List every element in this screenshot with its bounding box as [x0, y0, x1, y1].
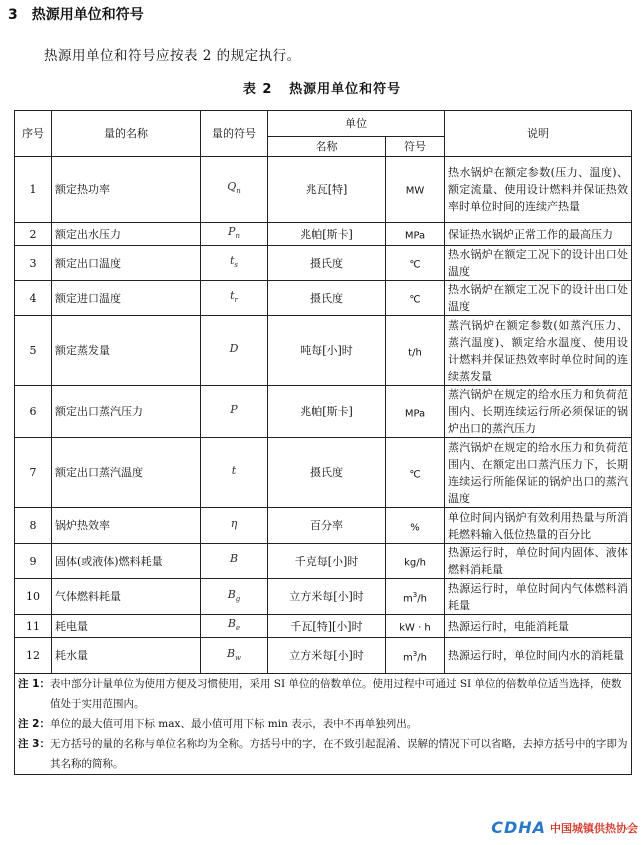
symbol-base: Q: [227, 180, 237, 194]
quantity-symbol: [201, 386, 268, 438]
row-no: 8: [15, 508, 52, 544]
row-no: 9: [15, 544, 52, 579]
table-row: [15, 438, 632, 508]
note-label: 注 2：: [18, 718, 50, 731]
watermark-text: 中国城镇供热协会: [550, 821, 638, 835]
table-row: [15, 281, 632, 316]
quantity-name: 额定出水压力: [52, 223, 201, 246]
symbol-subscript: s: [234, 261, 238, 270]
symbol-base: P: [228, 225, 236, 238]
symbol-base: t: [231, 463, 237, 477]
quantity-symbol: [201, 246, 268, 281]
units-table: [14, 110, 632, 775]
section-title: 热源用单位和符号: [31, 7, 144, 23]
quantity-name: 耗水量: [52, 638, 201, 674]
description: 蒸汽锅炉在规定的给水压力和负荷范围内、在额定出口蒸汽压力下，长期连续运行所能保证的锅炉出口的蒸汽温度: [445, 438, 632, 508]
unit-symbol-base: kW · h: [399, 622, 431, 634]
header-unit-symbol: 符号: [386, 137, 445, 157]
table-caption: [0, 78, 644, 97]
quantity-symbol: [201, 579, 268, 615]
table-row: [15, 508, 632, 544]
row-no: 4: [15, 281, 52, 316]
description: 热源运行时，电能消耗量: [445, 615, 632, 638]
header-symbol: 量的符号: [201, 111, 268, 157]
unit-symbol: [386, 508, 445, 544]
symbol-subscript: r: [234, 296, 238, 305]
symbol-base: P: [230, 402, 238, 416]
unit-symbol-suffix: /h: [417, 652, 427, 664]
note-label: 注 3：: [18, 738, 50, 751]
row-no: 6: [15, 386, 52, 438]
unit-name: 立方米每[小]时: [268, 579, 386, 615]
symbol-base: t: [229, 254, 235, 268]
table-row: [15, 223, 632, 246]
quantity-symbol: [201, 157, 268, 223]
unit-symbol: [386, 246, 445, 281]
quantity-name: 额定出口蒸汽温度: [52, 438, 201, 508]
row-no: 11: [15, 615, 52, 638]
unit-name: 兆瓦[特]: [268, 157, 386, 223]
table-row: [15, 615, 632, 638]
unit-symbol-base: kg/h: [404, 557, 426, 569]
unit-symbol: [386, 638, 445, 674]
note-label: 注 1：: [18, 678, 50, 691]
unit-symbol-base: m: [403, 592, 413, 604]
quantity-symbol: [201, 223, 268, 246]
row-no: 10: [15, 579, 52, 615]
quantity-name: 固体(或液体)燃料耗量: [52, 544, 201, 579]
unit-name: 摄氏度: [268, 281, 386, 316]
unit-symbol-base: ℃: [409, 468, 421, 480]
header-unit: 单位: [268, 111, 445, 137]
table-caption-label: 表 2: [242, 82, 273, 97]
description: 热源运行时，单位时间内水的消耗量: [445, 638, 632, 674]
unit-symbol-base: MW: [405, 185, 425, 197]
table-notes: [15, 674, 632, 775]
unit-symbol-superscript: 3: [412, 649, 418, 658]
symbol-subscript: n: [236, 187, 241, 196]
unit-name: 吨每[小]时: [268, 316, 386, 386]
unit-symbol-base: ℃: [409, 259, 421, 271]
unit-name: 摄氏度: [268, 246, 386, 281]
row-no: 1: [15, 157, 52, 223]
unit-name: 兆帕[斯卡]: [268, 223, 386, 246]
description: 热水锅炉在额定工况下的设计出口处温度: [445, 246, 632, 281]
unit-symbol-base: m: [403, 652, 413, 664]
unit-symbol: [386, 157, 445, 223]
unit-symbol: [386, 579, 445, 615]
quantity-name: 耗电量: [52, 615, 201, 638]
table-row: [15, 386, 632, 438]
header-name: 量的名称: [52, 111, 201, 157]
note-2: [18, 714, 628, 734]
unit-symbol-base: %: [410, 521, 420, 533]
unit-symbol: [386, 223, 445, 246]
unit-name: 千瓦[特][小]时: [268, 615, 386, 638]
unit-symbol: [386, 615, 445, 638]
watermark-logo: CDHA: [491, 818, 546, 837]
row-no: 5: [15, 316, 52, 386]
note-text: 无方括号的量的名称与单位名称均为全称。方括号中的字，在不致引起混淆、误解的情况下可以省略，去掉方括号中的字即为其名称的简称。: [49, 738, 628, 771]
symbol-base: B: [227, 587, 236, 601]
quantity-name: 额定热功率: [52, 157, 201, 223]
header-description: 说明: [445, 111, 632, 157]
description: 保证热水锅炉正常工作的最高压力: [445, 223, 632, 246]
quantity-name: 气体燃料耗量: [52, 579, 201, 615]
note-text: 单位的最大值可用下标 max、最小值可用下标 min 表示，表中不再单独列出。: [49, 718, 418, 731]
quantity-symbol: [201, 438, 268, 508]
unit-name: 百分率: [268, 508, 386, 544]
unit-symbol: [386, 386, 445, 438]
description: 热源运行时，单位时间内固体、液体燃料消耗量: [445, 544, 632, 579]
intro-paragraph: 热源用单位和符号应按表 2 的规定执行。: [44, 48, 301, 64]
symbol-subscript: w: [235, 653, 242, 662]
row-no: 3: [15, 246, 52, 281]
symbol-base: D: [229, 341, 239, 355]
symbol-subscript: n: [235, 232, 240, 241]
quantity-symbol: [201, 508, 268, 544]
unit-name: 摄氏度: [268, 438, 386, 508]
unit-symbol: [386, 438, 445, 508]
table-row: [15, 638, 632, 674]
symbol-base: B: [226, 646, 236, 660]
quantity-name: 锅炉热效率: [52, 508, 201, 544]
unit-symbol: [386, 281, 445, 316]
description: 蒸汽锅炉在规定的给水压力和负荷范围内、长期连续运行所必须保证的锅炉出口的蒸汽压力: [445, 386, 632, 438]
description: 热水锅炉在额定参数(压力、温度)、额定流量、使用设计燃料并保证热效率时单位时间的连续产热量: [445, 157, 632, 223]
quantity-name: 额定蒸发量: [52, 316, 201, 386]
note-text: 表中部分计量单位为使用方便及习惯使用，采用 SI 单位的倍数单位。使用过程中可通过 SI 单位的倍数单位适当选择，使数值处于实用范围内。: [49, 678, 622, 711]
description: 热水锅炉在额定工况下的设计出口处温度: [445, 281, 632, 316]
watermark: [491, 818, 638, 837]
quantity-symbol: [201, 615, 268, 638]
unit-symbol-superscript: 3: [412, 590, 418, 599]
unit-name: 兆帕[斯卡]: [268, 386, 386, 438]
unit-symbol-base: MPa: [404, 407, 426, 419]
table-row: [15, 157, 632, 223]
unit-name: 立方米每[小]时: [268, 638, 386, 674]
table-caption-title: 热源用单位和符号: [289, 82, 402, 97]
row-no: 7: [15, 438, 52, 508]
symbol-base: B: [227, 617, 236, 631]
header-unit-name: 名称: [268, 137, 386, 157]
header-no: 序号: [15, 111, 52, 157]
symbol-base: B: [229, 552, 239, 566]
symbol-subscript: g: [235, 594, 241, 603]
symbol-base: t: [230, 289, 235, 303]
unit-name: 千克每[小]时: [268, 544, 386, 579]
unit-symbol-base: ℃: [409, 294, 421, 306]
quantity-name: 额定出口温度: [52, 246, 201, 281]
quantity-name: 额定进口温度: [52, 281, 201, 316]
quantity-symbol: [201, 638, 268, 674]
description: 单位时间内锅炉有效利用热量与所消耗燃料输入低位热量的百分比: [445, 508, 632, 544]
row-no: 2: [15, 223, 52, 246]
unit-symbol-base: MPa: [404, 230, 426, 242]
table-row: [15, 544, 632, 579]
row-no: 12: [15, 638, 52, 674]
unit-symbol-suffix: /h: [417, 592, 427, 604]
unit-symbol-base: t/h: [408, 346, 422, 358]
quantity-symbol: [201, 544, 268, 579]
note-3: [18, 734, 628, 774]
symbol-base: η: [230, 516, 238, 530]
table-row: [15, 579, 632, 615]
symbol-subscript: e: [235, 624, 241, 633]
description: 蒸汽锅炉在额定参数(如蒸汽压力、蒸汽温度)、额定给水温度、使用设计燃料并保证热效率时单位时间的连续蒸发量: [445, 316, 632, 386]
table-row: [15, 316, 632, 386]
quantity-name: 额定出口蒸汽压力: [52, 386, 201, 438]
unit-symbol: [386, 544, 445, 579]
section-heading: [8, 4, 144, 24]
quantity-symbol: [201, 281, 268, 316]
quantity-symbol: [201, 316, 268, 386]
description: 热源运行时，单位时间内气体燃料消耗量: [445, 579, 632, 615]
section-number: 3: [8, 7, 18, 23]
note-1: [18, 674, 628, 714]
table-row: [15, 246, 632, 281]
unit-symbol: [386, 316, 445, 386]
